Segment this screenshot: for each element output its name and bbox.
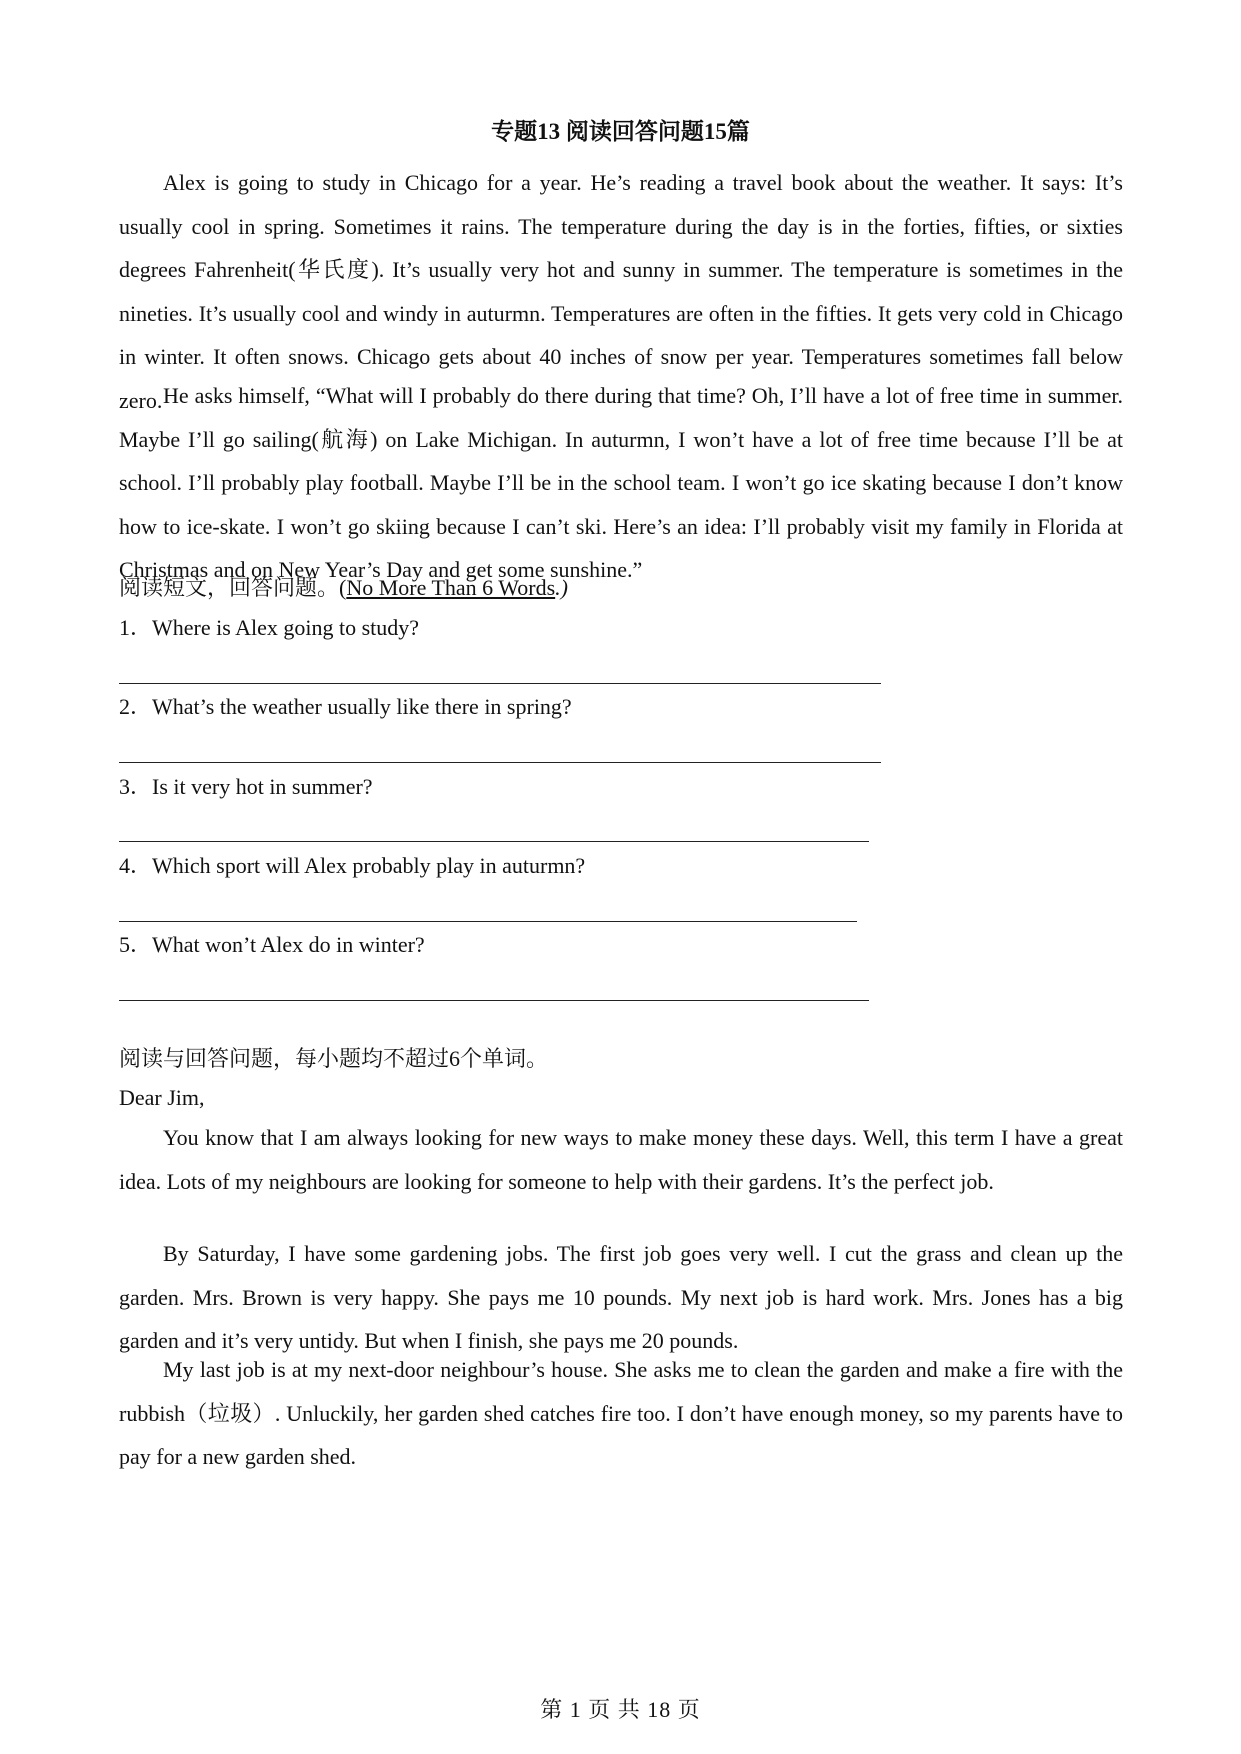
answer-line-5[interactable] — [119, 1000, 869, 1001]
answer-line-4[interactable] — [119, 921, 857, 922]
passage1-instruction — [119, 572, 1123, 604]
passage2-instruction: 阅读与回答问题，每小题均不超过6个单词。 — [119, 1046, 549, 1071]
question-2: 2．What’s the weather usually like there in spring? — [119, 694, 572, 719]
question-5: 5．What won’t Alex do in winter? — [119, 932, 425, 957]
page-title: 专题13 阅读回答问题15篇 — [491, 119, 750, 144]
page-footer: 第 1 页 共 18 页 — [540, 1697, 701, 1722]
instruction-word-limit: No More Than 6 Words — [346, 575, 556, 600]
question-1: 1．Where is Alex going to study? — [119, 615, 420, 640]
passage2-paragraph-3: My last job is at my next-door neighbour’s house. She asks me to clean the garden and make a fire with the rubbish（垃圾）. Unluckily, her garden shed catches fire too. I don’t have enough money, so my parents have to pay for a new garden shed. — [119, 1357, 1123, 1470]
passage2-paragraph-2: By Saturday, I have some gardening jobs. The first job goes very well. I cut the grass and clean up the garden. Mrs. Brown is very happy. She pays me 10 pounds. My next job is hard work. Mrs. Jones has a big garden and it’s very untidy. But when I finish, she pays me 20 pounds. — [119, 1241, 1123, 1354]
passage1-paragraph-2: He asks himself, “What will I probably do there during that time? Oh, I’ll have a lot of free time in summer. Maybe I’ll go sailing(航海) on Lake Michigan. In auturmn, I won’t have a lot of free time because I’ll be at school. I’ll probably play football. Maybe I’ll be in the school team. I won’t go ice skating because I don’t know how to ice-skate. I won’t go skiing because I can’t ski. Here’s an idea: I’ll probably visit my family in Florida at Christmas and on New Year’s Day and get some sunshine.” — [119, 383, 1123, 583]
question-3: 3．Is it very hot in summer? — [119, 774, 373, 799]
passage2-paragraph-1: You know that I am always looking for new ways to make money these days. Well, this term I have a great idea. Lots of my neighbours are looking for someone to help with their gardens. It’s the perfect job. — [119, 1125, 1123, 1194]
instruction-end: .) — [555, 575, 568, 600]
letter-salutation: Dear Jim, — [119, 1085, 205, 1110]
answer-line-2[interactable] — [119, 762, 881, 763]
answer-line-1[interactable] — [119, 683, 881, 684]
answer-line-3[interactable] — [119, 841, 869, 842]
instruction-text: 阅读短文，回答问题。( — [119, 575, 347, 600]
passage1-paragraph-1: Alex is going to study in Chicago for a year. He’s reading a travel book about the weather. It says: It’s usually cool in spring. Sometimes it rains. The temperature during the day is in the forties, fifties, or sixties degrees Fahrenheit(华氏度). It’s usually very hot and sunny in summer. The temperature is sometimes in the nineties. It’s usually cool and windy in auturmn. Temperatures are often in the fifties. It gets very cold in Chicago in winter. It often snows. Chicago gets about 40 inches of snow per year. Temperatures sometimes fall below zero. — [119, 170, 1123, 413]
question-4: 4．Which sport will Alex probably play in auturmn? — [119, 853, 586, 878]
